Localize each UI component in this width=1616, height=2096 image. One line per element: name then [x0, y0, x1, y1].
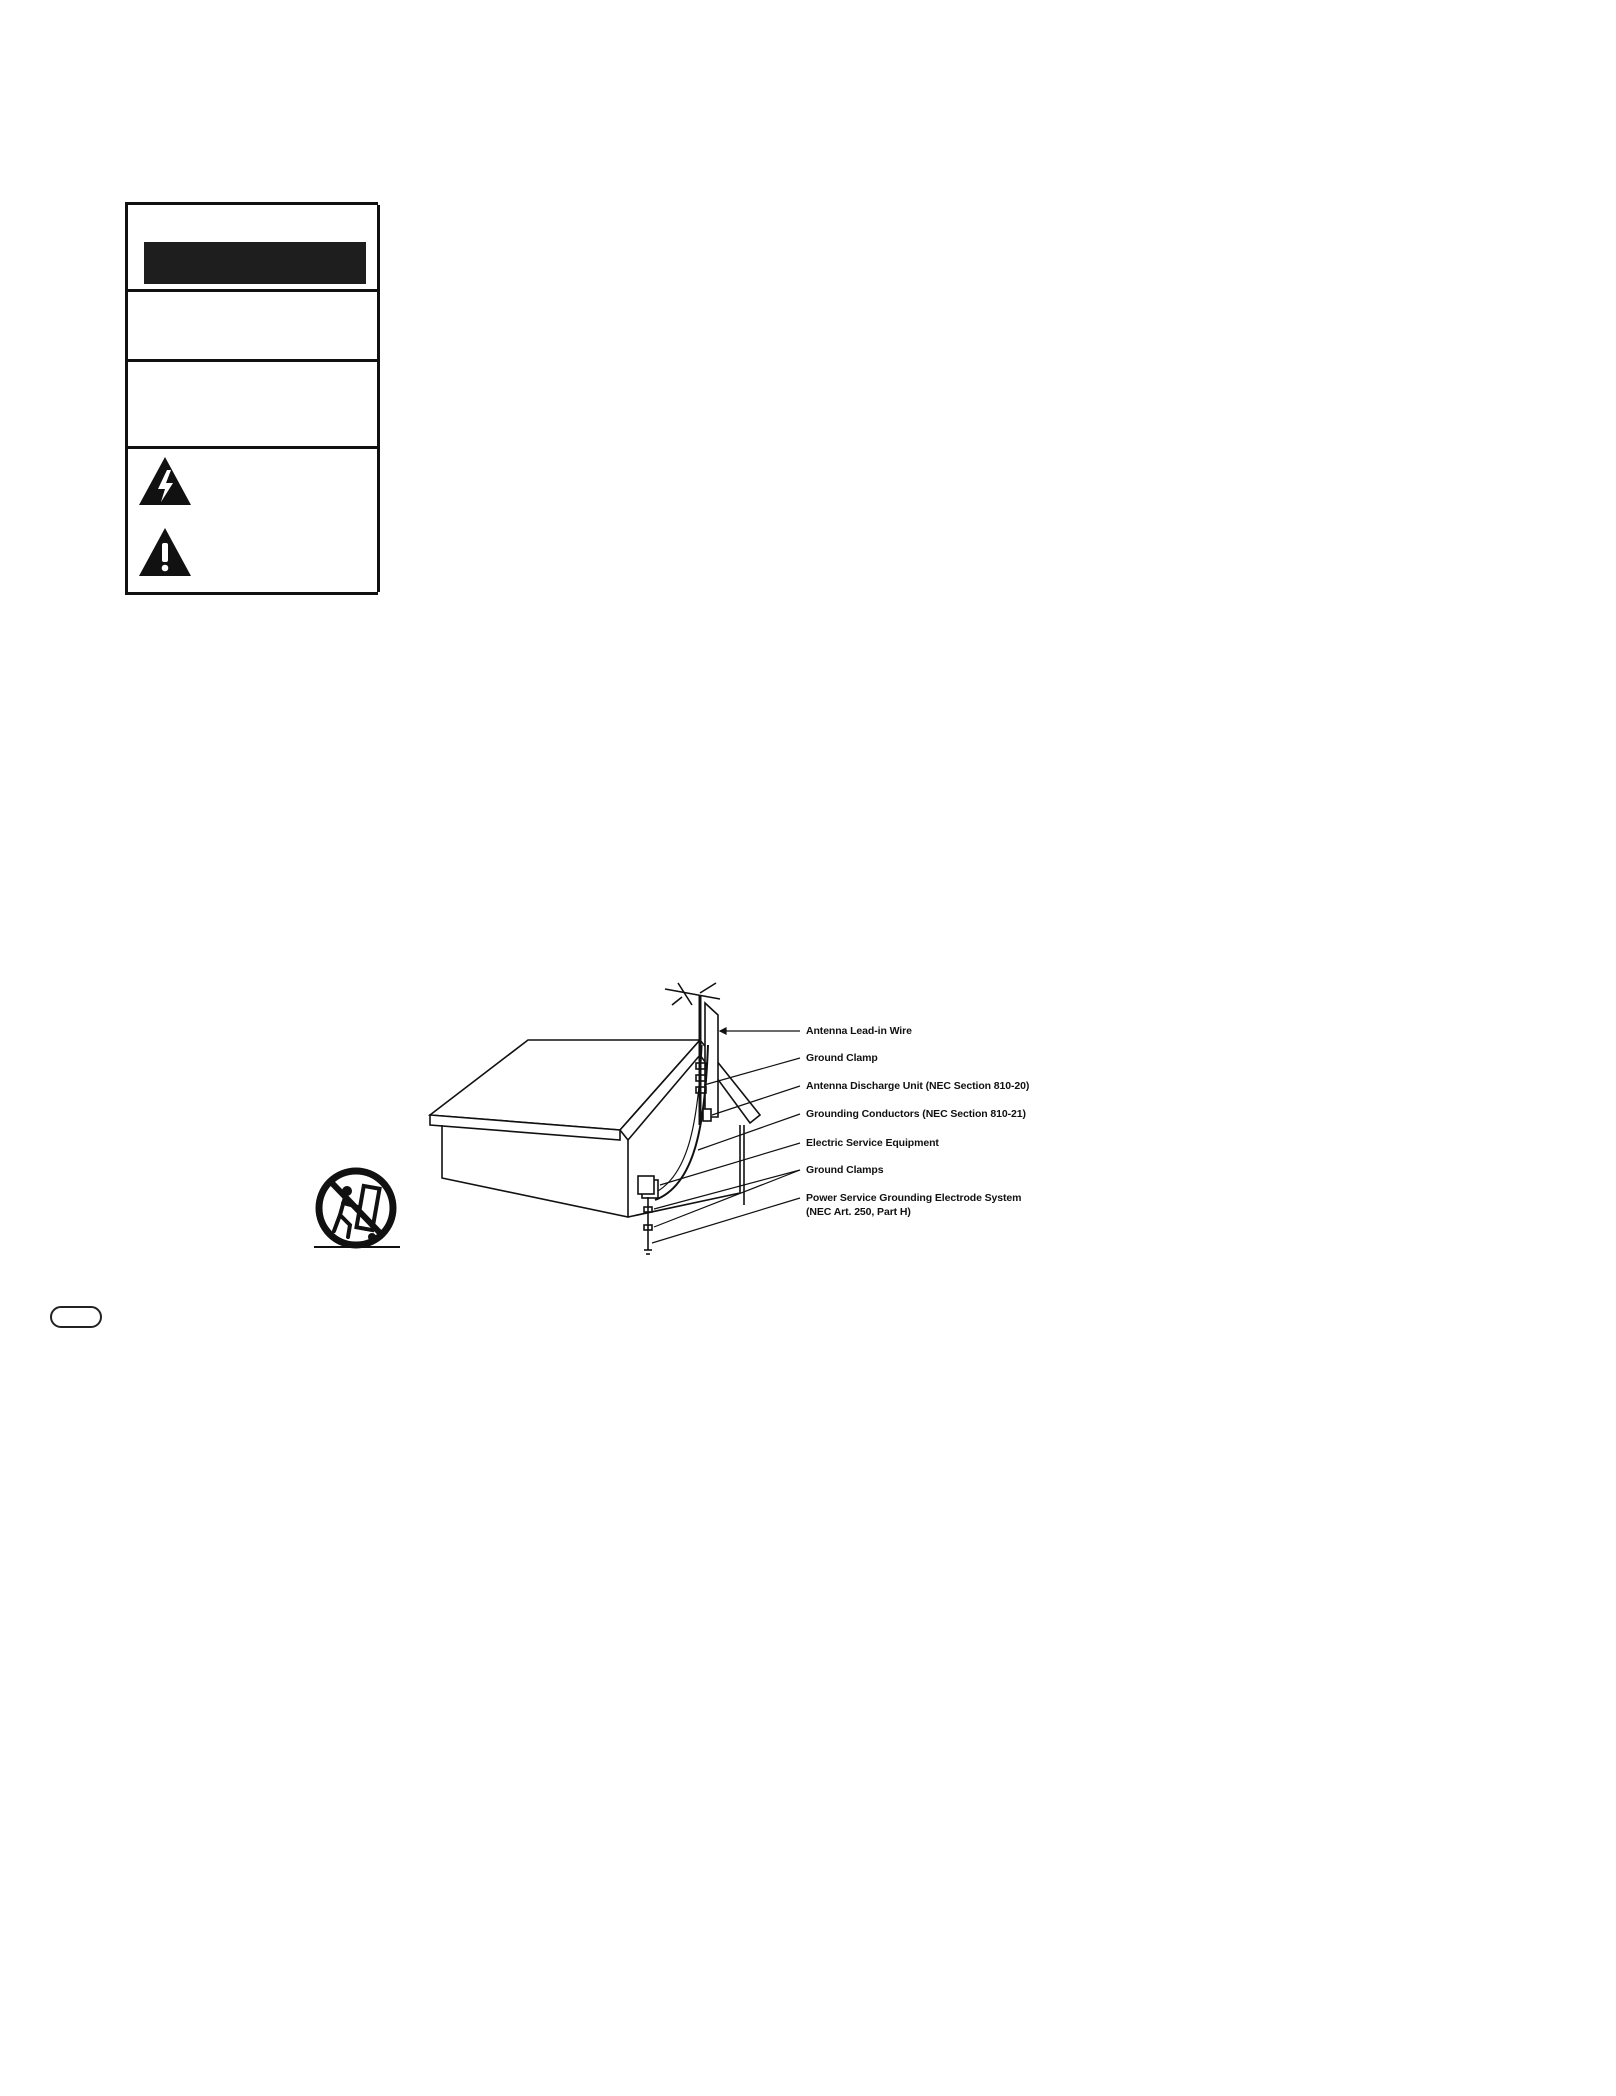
exclamation-triangle-icon [138, 527, 192, 577]
page-tab-marker [50, 1306, 102, 1328]
caution-box-divider-1 [128, 289, 378, 292]
caution-box-divider-2 [128, 359, 378, 362]
caution-box-divider-3 [128, 446, 378, 449]
caution-box-right-edge [377, 205, 380, 592]
caution-box [125, 202, 378, 595]
label-nec-art-250: (NEC Art. 250, Part H) [806, 1206, 911, 1218]
house-antenna-drawing [420, 975, 1060, 1265]
label-ground-clamps: Ground Clamps [806, 1164, 884, 1176]
label-electric-service-equipment: Electric Service Equipment [806, 1137, 939, 1149]
antenna-grounding-diagram [420, 975, 1060, 1265]
label-grounding-conductors: Grounding Conductors (NEC Section 810-21) [806, 1108, 1026, 1120]
label-power-service-grounding: Power Service Grounding Electrode System [806, 1192, 1022, 1204]
label-ground-clamp: Ground Clamp [806, 1052, 878, 1064]
label-antenna-lead-in-wire: Antenna Lead-in Wire [806, 1025, 912, 1037]
caution-header-bar [144, 242, 366, 284]
label-antenna-discharge-unit: Antenna Discharge Unit (NEC Section 810-20) [806, 1080, 1030, 1092]
portable-cart-warning-icon [312, 1165, 402, 1255]
lightning-triangle-icon [138, 456, 192, 506]
